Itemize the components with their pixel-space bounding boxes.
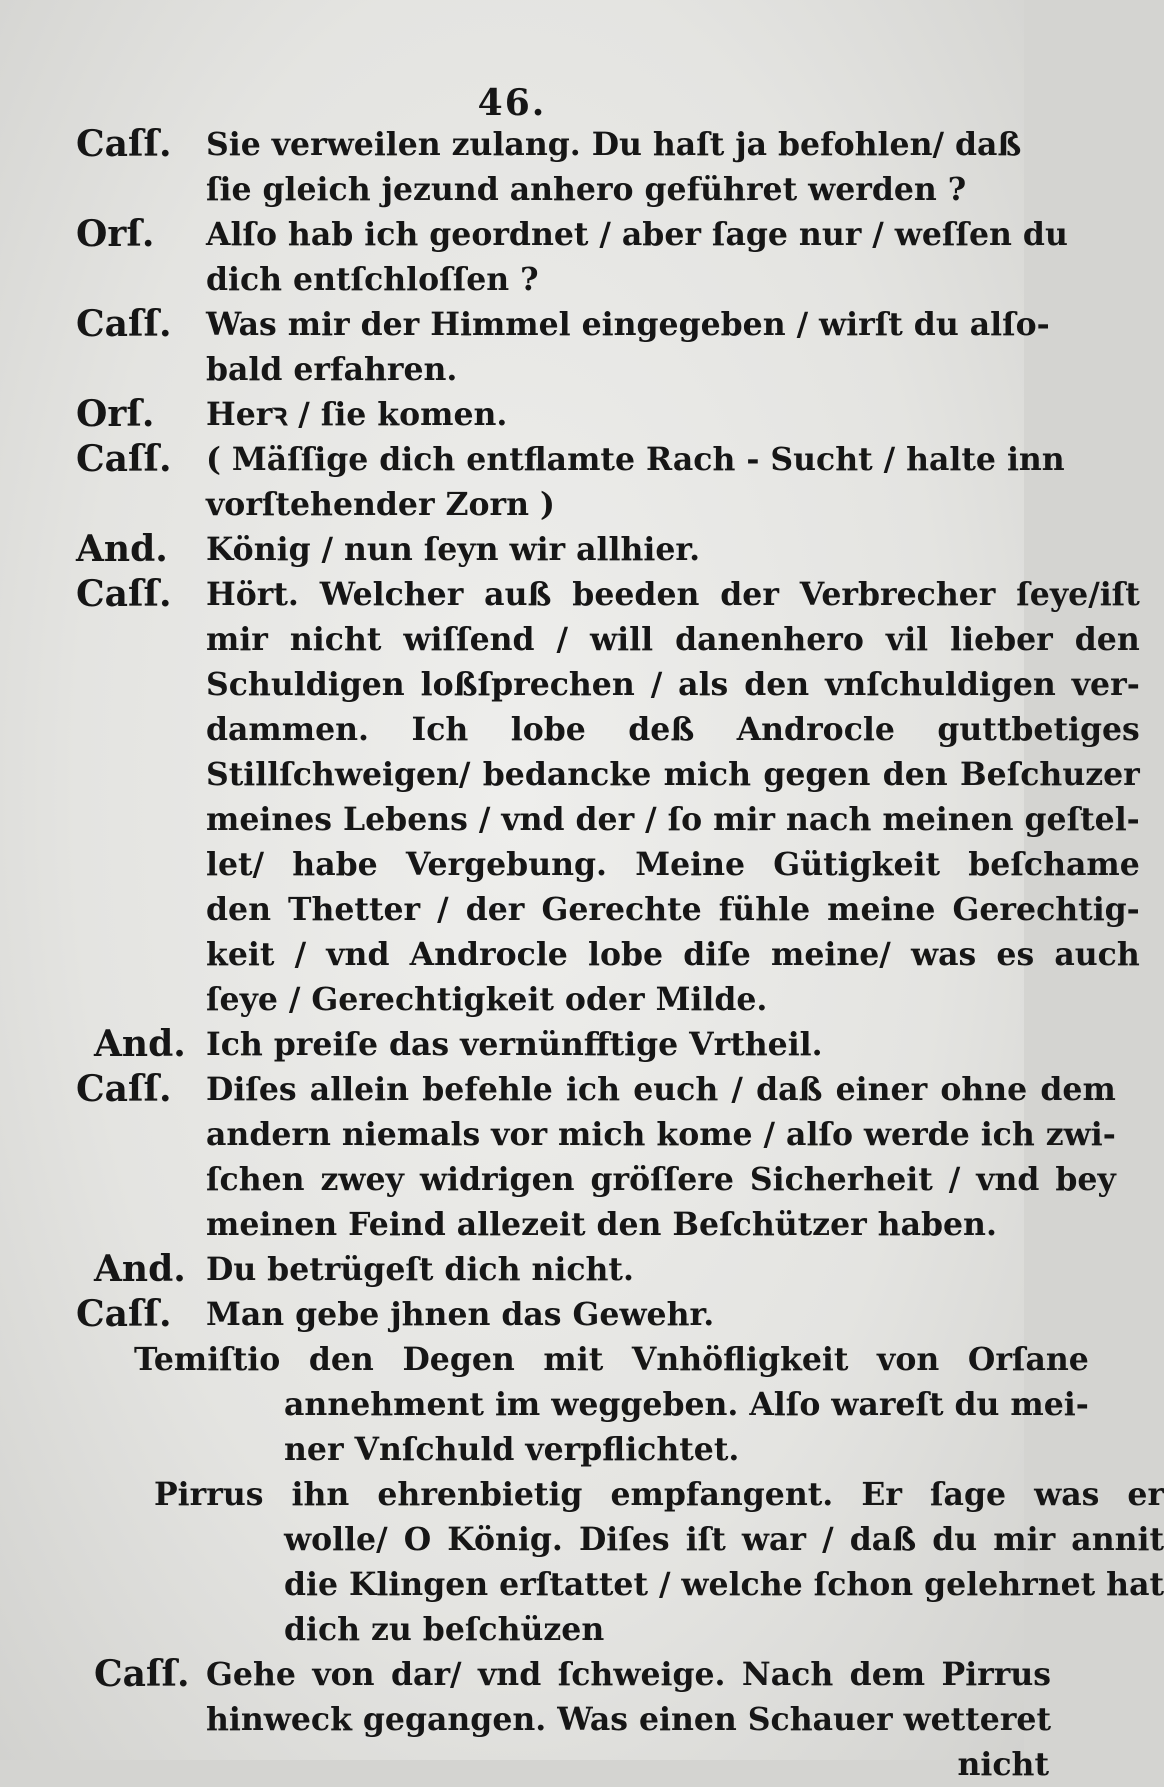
text-line: dich zu beſchüzen [284, 1611, 605, 1648]
speaker-label: Caſſ. [76, 303, 172, 345]
speaker-label: And. [94, 1023, 186, 1065]
text-line: vorſtehender Zorn ) [206, 486, 555, 523]
text-line: Pirrus ihn ehrenbietig empfangent. Er ſage was er [154, 1476, 1164, 1513]
dialogue-entry [70, 1067, 1116, 1247]
text-line: Diſes allein befehle ich euch / daß einer ohne dem [206, 1071, 1116, 1108]
text-line: König / nun ſeyn wir allhier. [206, 531, 701, 568]
dialogue-entry [70, 527, 1010, 572]
text-line: die Klingen erſtattet / welche ſchon gelehrnet hat [284, 1566, 1164, 1603]
text-line: Gehe von dar/ vnd ſchweige. Nach dem Pirrus [206, 1656, 1052, 1693]
text-line: Du betrügeſt dich nicht. [206, 1251, 634, 1288]
text-line: ſie gleich jezund anhero geführet werden ? [206, 171, 967, 208]
speaker-label: Caſſ. [94, 1653, 190, 1695]
text-line: keit / vnd Androcle lobe diſe meine/ was es auch [206, 936, 1140, 973]
text-line: let/ habe Vergebung. Meine Gütigkeit beſchame [206, 846, 1140, 883]
text-line: ſchen zwey widrigen gröſſere Sicherheit / vnd bey [206, 1161, 1116, 1198]
dialogue-entry [70, 392, 1010, 437]
dialogue-list [70, 122, 1140, 1337]
text-line: ( Mäſſige dich entflamte Rach - Sucht / halte inn [206, 441, 1065, 478]
text-line: bald erfahren. [206, 351, 458, 388]
speaker-label: Orſ. [76, 213, 155, 255]
speaker-label: Caſſ. [76, 1068, 172, 1110]
page-number: 46. [477, 82, 547, 124]
text-line: andern niemals vor mich kome / alſo werde ich zwi- [206, 1116, 1116, 1153]
text-line: hinweck gegangen. Was einen Schauer wetteret [206, 1701, 1052, 1738]
dialogue-entry-final [70, 1652, 1052, 1787]
text-line: annehment im weggeben. Alſo wareſt du mei- [284, 1386, 1089, 1423]
text-block [70, 122, 1164, 1787]
text-line: Herꝛ / ſie komen. [206, 396, 508, 433]
dialogue-entry [70, 572, 1140, 1022]
speaker-label: Caſſ. [76, 573, 172, 615]
dialogue-entry [70, 302, 1050, 392]
speaker-label: Caſſ. [76, 1293, 172, 1335]
text-line: dammen. Ich lobe deß Androcle guttbetiges [206, 711, 1140, 748]
text-line: Temiſtio den Degen mit Vnhöfligkeit von Orſane [134, 1341, 1089, 1378]
dialogue-entry [70, 1247, 1010, 1292]
dialogue-entry [70, 1022, 1010, 1067]
speaker-label: And. [76, 528, 168, 570]
speaker-label: Caſſ. [76, 123, 172, 165]
speaker-label: And. [94, 1248, 186, 1290]
text-line: wolle/ O König. Diſes iſt war / daß du mir annit [284, 1521, 1164, 1558]
stage-direction-pirrus [70, 1472, 1164, 1652]
text-line: meinen Feind allezeit den Beſchützer haben. [206, 1206, 997, 1243]
text-line: meines Lebens / vnd der / ſo mir nach meinen geſtel- [206, 801, 1140, 838]
text-line: ſeye / Gerechtigkeit oder Milde. [206, 981, 768, 1018]
catchword: nicht [957, 1746, 1050, 1783]
speaker-label: Caſſ. [76, 438, 172, 480]
dialogue-entry [70, 1292, 1010, 1337]
dialogue-entry [70, 212, 1068, 302]
text-line: Hört. Welcher auß beeden der Verbrecher ſeye/iſt [206, 576, 1140, 613]
text-line: Sie verweilen zulang. Du haſt ja befohlen/ daß [206, 126, 1022, 163]
text-line: Stillſchweigen/ bedancke mich gegen den Beſchuzer [206, 756, 1140, 793]
text-line: ner Vnſchuld verpflichtet. [284, 1431, 740, 1468]
text-line: Schuldigen loßſprechen / als den vnſchuldigen ver- [206, 666, 1140, 703]
text-line: dich entſchloſſen ? [206, 261, 539, 298]
text-line: mir nicht wiſſend / will danenhero vil lieber den [206, 621, 1140, 658]
dialogue-entry [70, 437, 1065, 527]
stage-direction-temistio [70, 1337, 1089, 1472]
text-line: Alſo hab ich geordnet / aber ſage nur / weſſen du [206, 216, 1068, 253]
text-line: den Thetter / der Gerechte fühle meine Gerechtig- [206, 891, 1140, 928]
text-line: Ich preiſe das vernünfftige Vrtheil. [206, 1026, 823, 1063]
speaker-label: Orſ. [76, 393, 155, 435]
text-line: Was mir der Himmel eingegeben / wirſt du alſo- [206, 306, 1050, 343]
dialogue-entry [70, 122, 1022, 212]
text-line: Man gebe jhnen das Gewehr. [206, 1296, 715, 1333]
